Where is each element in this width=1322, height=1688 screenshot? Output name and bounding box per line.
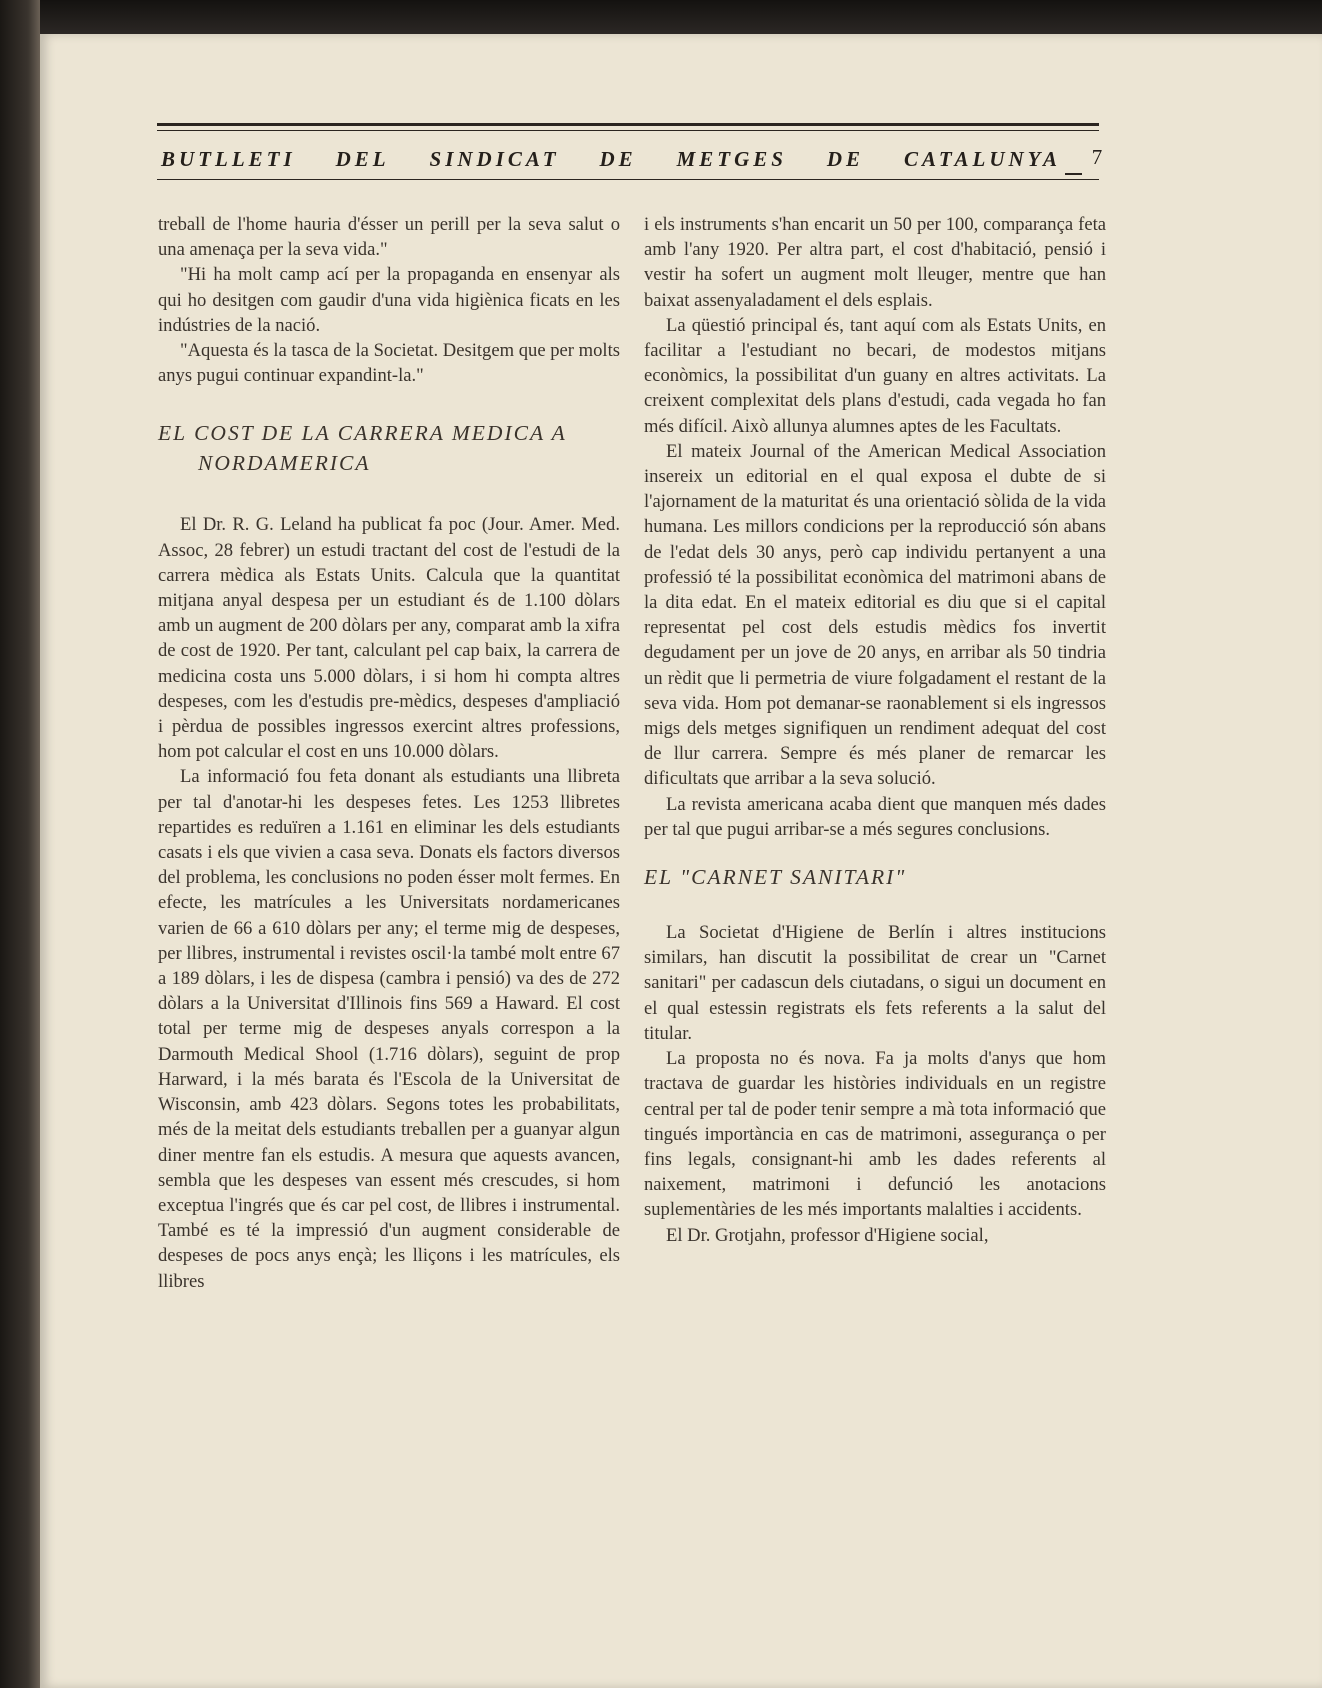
header-word: CATALUNYA <box>903 146 1061 171</box>
paragraph: "Aquesta és la tasca de la Societat. Desitgem que per molts anys pugui continuar expandint-la." <box>158 340 620 387</box>
right-column <box>644 212 1106 1248</box>
scan-border-top <box>0 0 1322 34</box>
paragraph: El Dr. Grotjahn, professor d'Higiene social, <box>666 1224 989 1246</box>
paragraph: treball de l'home hauria d'ésser un perill per la seva salut o una amenaça per la seva vida." <box>158 214 620 261</box>
section-heading-carnet: EL "CARNET SANITARI" <box>644 865 907 890</box>
paragraph: La Societat d'Higiene de Berlín i altres institucions similars, han discutit la possibilitat de crear un "Carnet sanitari" per cadascun dels ciutadans, o sigui un document en el qual estessin registrats els fets referents a la salut del titular. <box>644 922 1106 1044</box>
section-heading-cost <box>158 418 620 478</box>
header-rule-top-thin <box>157 130 1099 131</box>
header-word: METGES <box>676 146 787 171</box>
header-word: DE <box>599 146 637 171</box>
heading-line: NORDAMERICA <box>198 451 371 476</box>
running-header <box>157 139 1065 179</box>
left-column <box>158 212 620 1294</box>
header-word: BUTLLETI <box>161 146 296 171</box>
paragraph: "Hi ha molt camp ací per la propaganda en ensenyar als qui ho desitgen com gaudir d'una vida higiènica ficats en les indústries de la nació. <box>158 264 620 336</box>
paragraph: El Dr. R. G. Leland ha publicat fa poc (Jour. Amer. Med. Assoc, 28 febrer) un estudi tractant del cost de l'estudi de la carrera mèdica als Estats Units. Calcula que la quantitat mitjana anyal despesa per un estudiant és de 1.100 dòlars amb un augment de 200 dòlars per any, comparat amb la xifra de cost de 1920. Per tant, calculant pel cap baix, la carrera de medicina costa uns 5.000 dòlars, i si hom hi compta altres despeses, com les d'estudis pre-mèdics, despeses d'ampliació i pèrdua de possibles ingressos exercint altres professions, hom pot calcular el cost en uns 10.000 dòlars. <box>158 514 620 763</box>
paragraph: i els instruments s'han encarit un 50 per 100, comparança feta amb l'any 1920. Per altra part, el cost d'habitació, pensió i vestir ha sofert un augment molt lleuger, mentre que han baixat assenyaladament el dels esplais. <box>644 214 1106 311</box>
header-word: SINDICAT <box>429 146 560 171</box>
paragraph: La informació fou feta donant als estudiants una llibreta per tal d'anotar-hi les despeses fetes. Les 1253 llibretes repartides es reduïren a 1.161 en eliminar les dels estudiants casats i els que vivien a casa seva. Donats els factors diversos del problema, les conclusions no poden ésser molt fermes. En efecte, les matrícules a les Universitats nordamericanes varien de 66 a 610 dòlars per any; el terme mig de despeses, per llibres, instrumental i revistes oscil·la també molt entre 67 a 189 dòlars, i les de dispesa (cambra i pensió) va des de 272 dòlars a la Universitat d'Illinois fins 569 a Haward. El cost total per terme mig de despeses anyals correspon a la Darmouth Medical Shool (1.716 dòlars), seguint de prop Harward, i la més barata és l'Escola de la Universitat de Wisconsin, amb 423 dòlars. Segons totes les probabilitats, més de la meitat dels estudiants treballen per a guanyar algun diner mentre fan els estudis. A mesura que aquests avancen, sembla que les despeses van essent més crescudes, si hom exceptua l'ingrés que és car pel cost, de llibres i instrumental. També es té la impressió d'un augment considerable de despeses de pocs anys ençà; les lliçons i les matrícules, els llibres <box>158 766 620 1292</box>
paragraph: El mateix Journal of the American Medical Association insereix un editorial en el qual exposa el dubte de si l'ajornament de la maturitat és una orientació sòlida de la vida humana. Les millors condicions per la reproducció són abans de l'edat dels 30 anys, però cap individu pertanyent a una professió té la possibilitat econòmica del matrimoni abans de la dita edat. En el mateix editorial es diu que si el capital representat pel cost dels estudis mèdics fos invertit degudament per un jove de 20 anys, en arribar als 50 tindria un rèdit que li permetria de viure folgadament el restant de la seva vida. Hom pot demanar-se raonablement si els ingressos migs dels metges signifiquen un rendiment adequat del cost de llur carrera. Sempre és més planer de remarcar les dificultats que arribar a la seva solució. <box>644 440 1106 790</box>
page-number: 7 <box>1082 139 1112 175</box>
heading-line: EL COST DE LA CARRERA MEDICA A <box>158 421 567 446</box>
paragraph: La proposta no és nova. Fa ja molts d'anys que hom tractava de guardar les històries individuals en un registre central per tal de poder tenir sempre a mà tota informació que tingués importància en cas de matrimoni, assegurança o per fins legals, consignant-hi amb les dades referents al naixement, matrimoni i defunció les anotacions suplementàries de les més importants malalties i accidents. <box>644 1048 1106 1221</box>
header-rule-top <box>157 123 1099 126</box>
header-word: DEL <box>335 146 390 171</box>
header-rule-bottom-thin <box>157 179 1099 180</box>
paragraph: La revista americana acaba dient que manquen més dades per tal que pugui arribar-se a més segures conclusions. <box>644 793 1106 840</box>
scan-border-left <box>0 0 40 1688</box>
header-word: DE <box>826 146 865 171</box>
paragraph: La qüestió principal és, tant aquí com als Estats Units, en facilitar a l'estudiant no becari, de modestos mitjans econòmics, la possibilitat d'un guany en altres activitats. La creixent complexitat dels plans d'estudi, cada vegada ho fan més difícil. Això allunya alumnes aptes de les Facultats. <box>644 314 1106 437</box>
